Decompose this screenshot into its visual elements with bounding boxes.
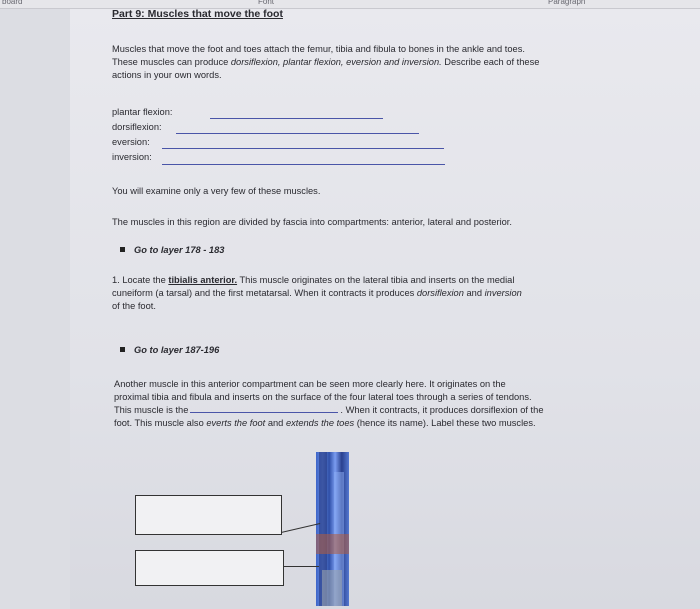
label-box-2[interactable] bbox=[135, 550, 284, 586]
bullet-icon bbox=[120, 247, 125, 252]
dorsiflexion-blank[interactable] bbox=[176, 133, 419, 134]
tibialis-anterior-term: tibialis anterior. bbox=[168, 275, 238, 285]
inversion-blank[interactable] bbox=[162, 164, 445, 165]
intro-line-1: Muscles that move the foot and toes attach the femur, tibia and fibula to bones in the ankle and toes. bbox=[112, 44, 525, 54]
page-title: Part 9: Muscles that move the foot bbox=[112, 8, 283, 20]
plantar-flexion-blank[interactable] bbox=[210, 118, 383, 119]
ribbon-paragraph-group: Paragraph bbox=[548, 0, 586, 6]
label-box-1[interactable] bbox=[135, 495, 282, 535]
para-line-2: proximal tibia and fibula and inserts on the surface of the four lateral toes through a series of tendons. bbox=[114, 392, 532, 402]
layer-instruction-2: Go to layer 187-196 bbox=[120, 345, 219, 356]
item1-line-3: of the foot. bbox=[112, 301, 156, 311]
dorsiflexion-label: dorsiflexion: bbox=[112, 122, 162, 132]
ribbon-font-group: Font bbox=[258, 0, 275, 6]
ribbon-bar bbox=[0, 0, 700, 9]
compartments-text: The muscles in this region are divided by fascia into compartments: anterior, lateral and posterior. bbox=[112, 217, 512, 227]
layer-instruction-1: Go to layer 178 - 183 bbox=[120, 245, 224, 256]
eversion-blank[interactable] bbox=[162, 148, 444, 149]
para-line-3: This muscle is the . When it contracts, it produces dorsiflexion of the bbox=[114, 405, 544, 415]
ribbon-clipboard-group: board bbox=[2, 0, 23, 6]
para-line-1: Another muscle in this anterior compartment can be seen more clearly here. It originates on the bbox=[114, 379, 506, 389]
para-line-4: foot. This muscle also everts the foot and extends the toes (hence its name). Label these two muscles. bbox=[114, 418, 536, 428]
bullet-icon bbox=[120, 347, 125, 352]
item1-line-1: 1. Locate the tibialis anterior. This muscle originates on the lateral tibia and inserts on the medial bbox=[112, 275, 515, 285]
examine-text: You will examine only a very few of these muscles. bbox=[112, 186, 321, 196]
eversion-label: eversion: bbox=[112, 137, 150, 147]
intro-line-3: actions in your own words. bbox=[112, 70, 222, 80]
item1-line-2: cuneiform (a tarsal) and the first metatarsal. When it contracts it produces dorsiflexion and inversion bbox=[112, 288, 522, 298]
leg-muscle-image bbox=[316, 452, 349, 606]
intro-line-2: These muscles can produce dorsiflexion, plantar flexion, eversion and inversion. Describe each of these bbox=[112, 57, 540, 67]
plantar-flexion-label: plantar flexion: bbox=[112, 107, 173, 117]
muscle-name-blank[interactable] bbox=[190, 412, 338, 413]
label-line-2 bbox=[283, 566, 319, 567]
inversion-label: inversion: bbox=[112, 152, 152, 162]
